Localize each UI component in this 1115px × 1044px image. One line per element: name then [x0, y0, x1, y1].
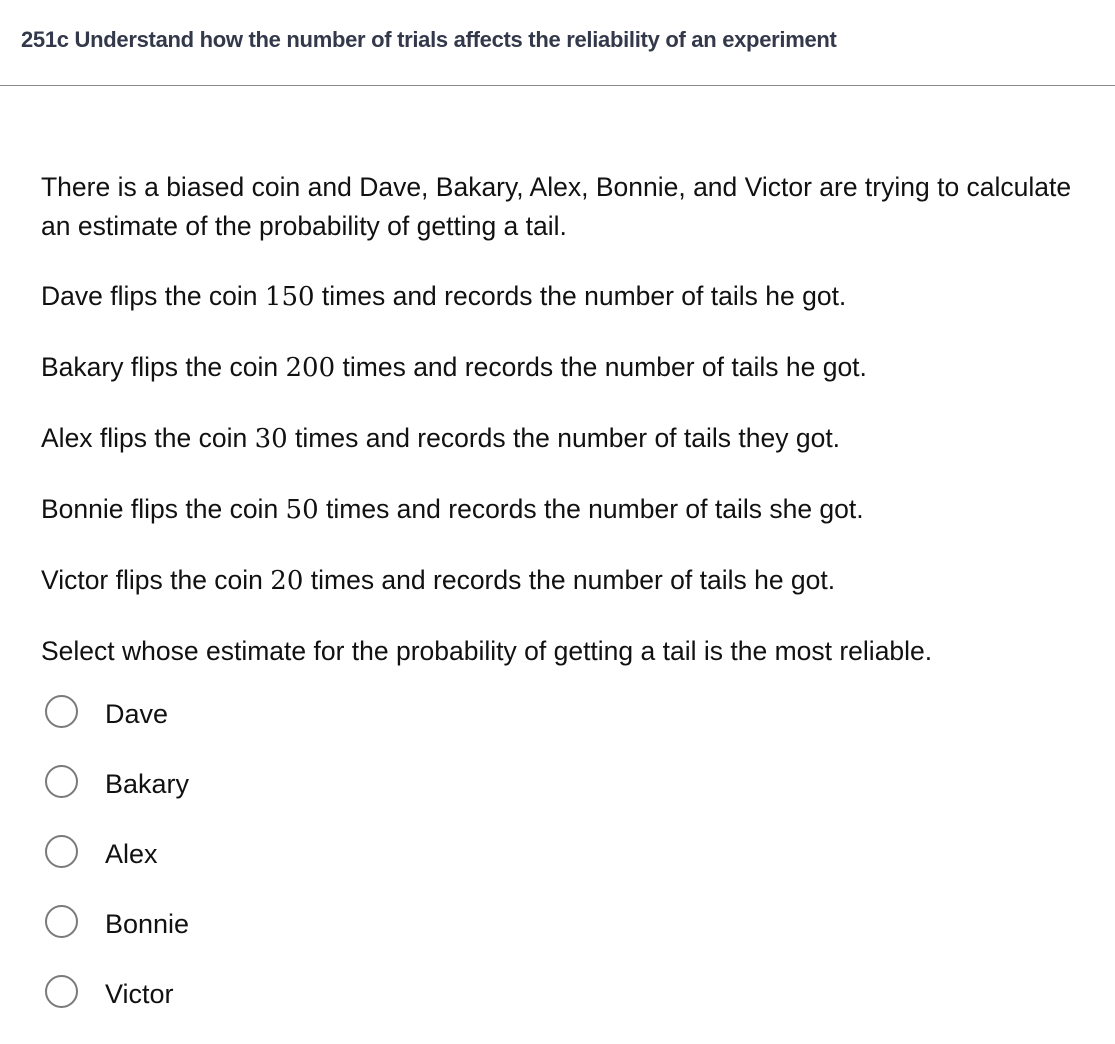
statement-dave [41, 277, 1091, 317]
page-title: 251c Understand how the number of trials affects the reliability of an experiment [21, 27, 837, 52]
statement-text: times and records the number of tails he got. [335, 352, 867, 382]
option-label[interactable]: Bonnie [105, 909, 190, 939]
option-label[interactable]: Dave [105, 699, 169, 729]
statement-number: 30 [254, 424, 288, 454]
statement-bonnie [41, 490, 1091, 530]
statement-text: times and records the number of tails he got. [303, 565, 836, 595]
statement-number: 150 [264, 282, 315, 312]
radio-button[interactable] [45, 695, 78, 728]
question-body [41, 168, 1091, 702]
statement-number: 20 [270, 566, 304, 596]
option-label[interactable]: Victor [105, 979, 174, 1009]
statement-text: Bonnie flips the coin [41, 494, 286, 524]
option-label[interactable]: Alex [105, 839, 158, 869]
statement-text: times and records the number of tails he got. [314, 281, 847, 311]
statement-text: times and records the number of tails she got. [318, 494, 864, 524]
radio-button[interactable] [45, 975, 78, 1008]
statement-text: times and records the number of tails they got. [287, 423, 841, 453]
statement-alex [41, 419, 1091, 459]
statement-text: Alex flips the coin [41, 423, 255, 453]
radio-button[interactable] [45, 765, 78, 798]
radio-button[interactable] [45, 905, 78, 938]
question-prompt: Select whose estimate for the probability of getting a tail is the most reliable. [41, 636, 933, 666]
statement-text: Dave flips the coin [41, 281, 265, 311]
option-label[interactable]: Bakary [105, 769, 190, 799]
question-intro: There is a biased coin and Dave, Bakary, Alex, Bonnie, and Victor are trying to calculate an estimate of the probability of getting a tail. [41, 172, 1072, 241]
radio-button[interactable] [45, 835, 78, 868]
statement-bakary [41, 348, 1091, 388]
statement-text: Bakary flips the coin [41, 352, 286, 382]
statement-text: Victor flips the coin [41, 565, 271, 595]
header-bar [0, 0, 1115, 86]
statement-number: 50 [285, 495, 319, 525]
statement-victor [41, 561, 1091, 601]
statement-number: 200 [285, 353, 336, 383]
